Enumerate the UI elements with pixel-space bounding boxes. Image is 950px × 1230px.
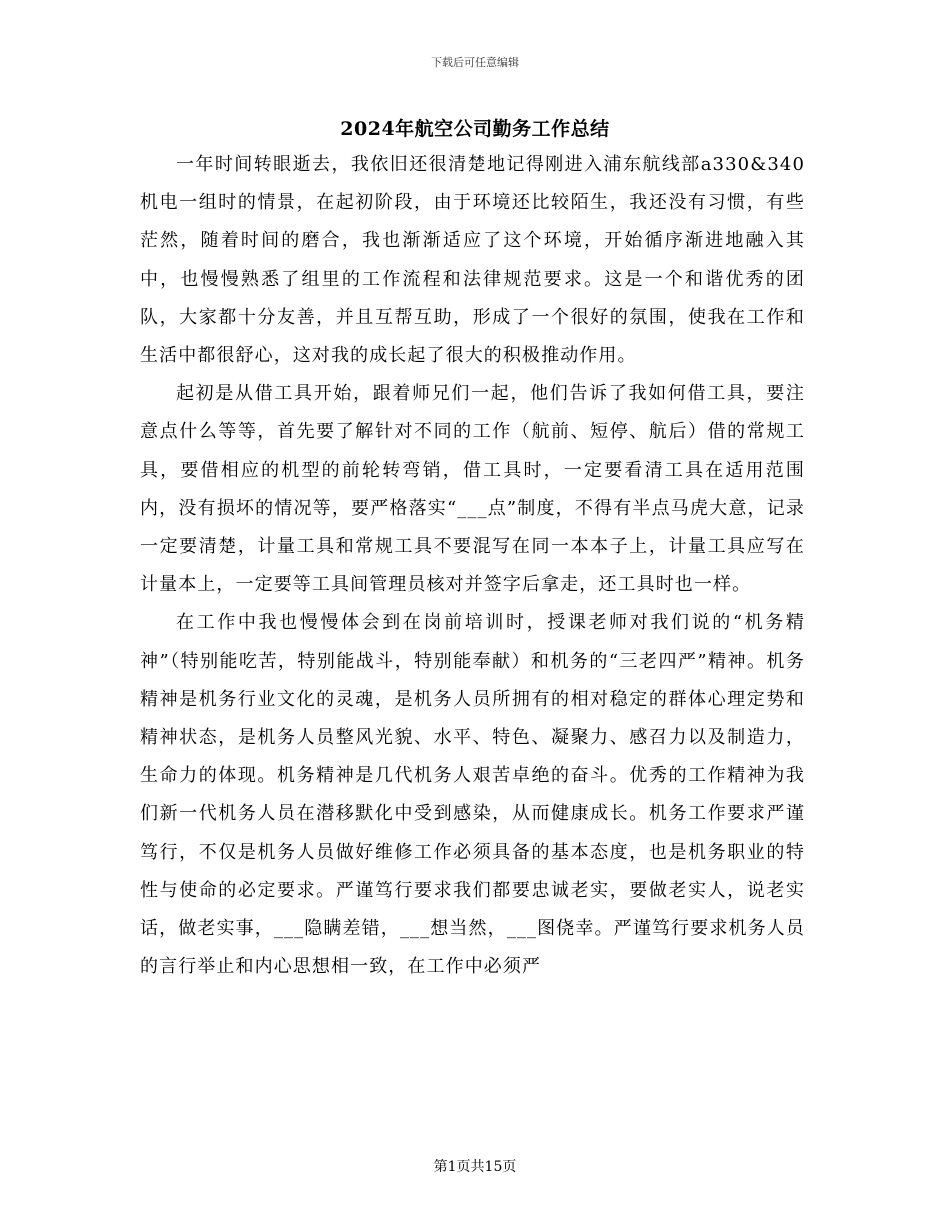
paragraph-2: 起初是从借工具开始，跟着师兄们一起，他们告诉了我如何借工具，要注意点什么等等，首先要了解针对不同的工作（航前、短停、航后）借的常规工具，要借相应的机型的前轮转弯销，借工具时，一定要看清工具在适用范围内，没有损坏的情况等，要严格落实“___点”制度，不得有半点马虎大意，记录一定要清楚，计量工具和常规工具不要混写在同一本本子上，计量工具应写在计量本上，一定要等工具间管理员核对并签字后拿走，还工具时也一样。 xyxy=(140,383,805,596)
document-title: 2024年航空公司勤务工作总结 xyxy=(340,118,610,140)
page-number: 第1页共15页 xyxy=(433,1159,517,1175)
document-body xyxy=(140,146,805,986)
paragraph-1: 一年时间转眼逝去，我依旧还很清楚地记得刚进入浦东航线部a330&340机电一组时的情景，在起初阶段，由于环境还比较陌生，我还没有习惯，有些茫然，随着时间的磨合，我也渐渐适应了这个环境，开始循序渐进地融入其中，也慢慢熟悉了组里的工作流程和法律规范要求。这是一个和谐优秀的团队，大家都十分友善，并且互帮互助，形成了一个很好的氛围，使我在工作和生活中都很舒心，这对我的成长起了很大的积极推动作用。 xyxy=(140,154,805,367)
page-header-note: 下载后可任意编辑 xyxy=(431,56,519,69)
paragraph-3: 在工作中我也慢慢体会到在岗前培训时，授课老师对我们说的“机务精神”（特别能吃苦，特别能战斗，特别能奉献）和机务的“三老四严”精神。机务精神是机务行业文化的灵魂，是机务人员所拥有的相对稳定的群体心理定势和精神状态，是机务人员整风光貌、水平、特色、凝聚力、感召力以及制造力，生命力的体现。机务精神是几代机务人艰苦卓绝的奋斗。优秀的工作精神为我们新一代机务人员在潜移默化中受到感染，从而健康成长。机务工作要求严谨笃行，不仅是机务人员做好维修工作必须具备的基本态度，也是机务职业的特性与使命的必定要求。严谨笃行要求我们都要忠诚老实，要做老实人，说老实话，做老实事，___隐瞒差错，___想当然，___图侥幸。严谨笃行要求机务人员的言行举止和内心思想相一致，在工作中必须严 xyxy=(140,612,805,978)
